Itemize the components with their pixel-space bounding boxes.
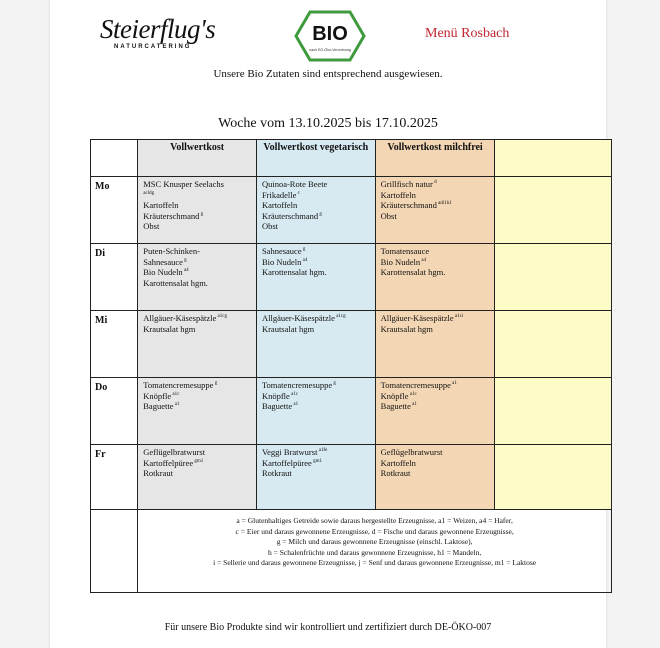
dish-name: Rotkraut — [143, 468, 173, 478]
dish-cell — [375, 244, 495, 311]
dish-line — [262, 246, 375, 257]
dish-line — [262, 267, 375, 278]
bio-hexagon-icon — [294, 10, 366, 62]
allergen-code: g — [199, 211, 204, 217]
dish-line — [143, 391, 256, 402]
dish-line — [262, 468, 375, 479]
bio-seal-subtext: nach EG-Öko-Verordnung — [309, 48, 351, 52]
dish-cell — [256, 445, 375, 510]
dish-line — [143, 190, 256, 201]
dish-cell — [138, 177, 257, 244]
legend-spacer-cell — [91, 510, 138, 593]
dish-line — [262, 211, 375, 222]
dish-name: Obst — [261, 221, 279, 231]
dish-line — [262, 324, 375, 335]
dish-name: Bio Nudeln — [261, 256, 302, 267]
dish-line — [381, 458, 495, 469]
allergen-code: g — [332, 381, 336, 387]
dish-name: Puten-Schinken- — [143, 246, 200, 256]
dish-cell — [138, 378, 257, 445]
dish-name: Krautsalat hgm — [261, 323, 315, 334]
col-header-vollwertkost: Vollwertkost — [138, 140, 257, 177]
dish-line — [381, 179, 495, 190]
dish-line — [143, 211, 256, 222]
dish-name: Rotkraut — [380, 468, 411, 478]
dish-line — [381, 267, 495, 278]
intro-text: Unsere Bio Zutaten sind entsprechend ausgewiesen. — [213, 68, 443, 80]
allergen-code: a1 — [173, 402, 180, 408]
dish-name: Tomatencremesuppe — [380, 380, 451, 390]
legend-line: i = Sellerie und daraus gewonnene Erzeugnisse, j = Senf und daraus gewonnene Erzeugnisse, m1 = Laktose — [213, 558, 537, 567]
dish-name: Kartoffeln — [380, 189, 416, 200]
col-header-vegetarisch-label: Vollwertkost vegetarisch — [263, 142, 369, 153]
dish-name: Quinoa-Rote Beete — [261, 179, 328, 189]
dish-line — [143, 380, 256, 391]
day-row — [91, 311, 612, 378]
dish-cell — [138, 445, 257, 510]
col-header-empty — [495, 140, 612, 177]
dish-line — [381, 211, 495, 222]
dish-cell — [138, 244, 257, 311]
dish-line — [143, 401, 256, 412]
dish-line — [262, 179, 375, 190]
dish-name: Knöpfle — [380, 390, 409, 401]
dish-name: Geflügelbratwurst — [380, 447, 443, 457]
day-row — [91, 445, 612, 510]
dish-line — [381, 246, 495, 257]
caterer-logo — [100, 14, 240, 58]
dish-name: Kartoffelpüree — [143, 457, 194, 468]
dish-name: Rotkraut — [261, 468, 292, 478]
allergen-legend — [138, 510, 612, 593]
empty-cell — [495, 311, 612, 378]
day-label: Di — [91, 244, 138, 311]
dish-line — [143, 246, 256, 257]
dish-line — [143, 221, 256, 232]
dish-line — [262, 257, 375, 268]
dish-name: Kräuterschmand — [143, 210, 200, 221]
allergen-code: a1cg — [334, 314, 346, 320]
dish-name: Knöpfle — [261, 390, 290, 401]
bio-seal-label: BIO — [312, 23, 348, 45]
legend-line: c = Eier und daraus gewonnene Erzeugnisse, d = Fische und daraus gewonnene Erzeugnisse, — [235, 526, 514, 536]
allergen-code: a1 — [450, 381, 457, 387]
dish-name: Veggi Bratwurst — [261, 447, 318, 457]
dish-name: Kartoffeln — [143, 200, 179, 210]
allergen-code: gm1 — [193, 458, 204, 464]
empty-cell — [495, 445, 612, 510]
dish-line — [143, 278, 256, 289]
menu-page — [50, 0, 606, 648]
menu-location: Menü Rosbach — [425, 26, 510, 41]
col-header-milchfrei — [375, 140, 495, 177]
bio-seal — [294, 10, 366, 67]
empty-cell — [495, 244, 612, 311]
dish-line — [143, 257, 256, 268]
allergen-code: a1 — [292, 402, 299, 408]
allergen-code: adi1h1 — [436, 201, 452, 207]
day-label: Mo — [91, 177, 138, 244]
dish-name: Karottensalat hgm. — [380, 267, 446, 277]
allergen-code: a4 — [301, 257, 308, 263]
dish-line — [262, 313, 375, 324]
dish-name: Kräuterschmand — [380, 200, 437, 210]
dish-name: Sahnesauce — [261, 246, 302, 256]
dish-name: Tomatensauce — [380, 246, 430, 256]
dish-name: Knöpfle — [143, 390, 172, 401]
dish-line — [262, 380, 375, 391]
dish-line — [381, 190, 495, 201]
dish-name: Karottensalat hgm. — [261, 267, 327, 277]
dish-name: Allgäuer-Käsespätzle — [380, 313, 454, 323]
legend-line: a = Glutenhaltiges Getreide sowie daraus hergestellte Erzeugnisse, a1 = Weizen, a4 = Hafer, — [236, 516, 513, 525]
dish-line — [143, 313, 256, 324]
allergen-code: acldg — [143, 190, 155, 196]
dish-name: Baguette — [380, 401, 411, 411]
allergen-code: a4 — [182, 268, 189, 274]
allergen-code: c — [296, 190, 300, 196]
allergen-code: a1cg — [216, 314, 227, 320]
dish-line — [262, 458, 375, 469]
dish-name: Kartoffeln — [380, 457, 416, 468]
allergen-code: g — [213, 381, 218, 387]
dish-line — [262, 401, 375, 412]
allergen-code: a1c — [408, 391, 417, 397]
dish-name: Baguette — [143, 401, 174, 411]
logo-subtitle: NATURCATERING — [114, 44, 192, 50]
corner-cell — [91, 140, 138, 177]
allergen-code: g — [182, 257, 187, 263]
dish-line — [143, 447, 256, 458]
dish-line — [262, 190, 375, 201]
allergen-code: a1 — [410, 402, 417, 408]
legend-row — [91, 510, 612, 593]
dish-name: Frikadelle — [261, 189, 297, 200]
allergen-code: a1fe — [317, 448, 328, 454]
dish-name: Kartoffeln — [261, 200, 298, 210]
week-title: Woche vom 13.10.2025 bis 17.10.2025 — [218, 116, 438, 131]
dish-line — [143, 200, 256, 211]
menu-table — [90, 139, 612, 593]
header-row — [91, 140, 612, 177]
dish-name: Kräuterschmand — [261, 210, 319, 221]
dish-line — [381, 391, 495, 402]
dish-name: Allgäuer-Käsespätzle — [261, 313, 335, 323]
dish-name: Tomatencremesuppe — [143, 380, 214, 390]
dish-line — [381, 324, 495, 335]
allergen-code: a1ci — [453, 314, 464, 320]
day-label: Do — [91, 378, 138, 445]
dish-name: Bio Nudeln — [380, 256, 421, 267]
dish-name: Baguette — [261, 401, 293, 411]
dish-cell — [256, 311, 375, 378]
legend-line: g = Milch und daraus gewonnene Erzeugnisse (einschl. Laktose), — [276, 537, 473, 546]
dish-name: Geflügelbratwurst — [143, 447, 206, 457]
dish-name: Obst — [380, 210, 397, 221]
allergen-code: a4 — [420, 257, 427, 263]
logo-script: Steierflug's — [100, 14, 216, 44]
dish-cell — [256, 244, 375, 311]
dish-line — [143, 324, 256, 335]
allergen-code: gm1 — [311, 458, 322, 464]
dish-line — [381, 380, 495, 391]
dish-cell — [375, 311, 495, 378]
col-header-vegetarisch — [256, 140, 375, 177]
dish-line — [381, 313, 495, 324]
certification-footer: Für unsere Bio Produkte sind wir kontrolliert und zertifiziert durch DE-ÖKO-007 — [164, 622, 492, 633]
dish-line — [143, 458, 256, 469]
dish-name: Krautsalat hgm — [143, 323, 196, 334]
dish-name: Tomatencremesuppe — [261, 380, 333, 390]
dish-line — [381, 401, 495, 412]
dish-line — [262, 221, 375, 232]
dish-line — [381, 200, 495, 211]
dish-line — [381, 257, 495, 268]
dish-name: Kartoffelpüree — [261, 457, 312, 468]
dish-name: Bio Nudeln — [143, 267, 183, 277]
dish-name: MSC Knusper Seelachs — [143, 179, 224, 189]
dish-cell — [375, 378, 495, 445]
empty-cell — [495, 177, 612, 244]
allergen-code: a1c — [171, 391, 180, 397]
dish-name: Sahnesauce — [143, 256, 183, 267]
day-label: Fr — [91, 445, 138, 510]
day-row — [91, 378, 612, 445]
dish-line — [262, 200, 375, 211]
dish-line — [143, 468, 256, 479]
dish-line — [381, 468, 495, 479]
dish-name: Allgäuer-Käsespätzle — [143, 313, 217, 323]
col-header-milchfrei-label: Vollwertkost milchfrei — [387, 142, 483, 153]
day-label: Mi — [91, 311, 138, 378]
allergen-code: g — [318, 211, 322, 217]
dish-cell — [375, 445, 495, 510]
dish-line — [143, 179, 256, 190]
dish-cell — [256, 177, 375, 244]
dish-name: Krautsalat hgm — [380, 323, 433, 334]
legend-line: h = Schalenfrüchte und daraus gewonnene Erzeugnisse, h1 = Mandeln, — [268, 547, 482, 557]
dish-cell — [138, 311, 257, 378]
empty-cell — [495, 378, 612, 445]
allergen-code: a1c — [289, 391, 299, 397]
dish-line — [381, 447, 495, 458]
allergen-code: d — [432, 180, 437, 186]
dish-name: Grillfisch natur — [380, 179, 433, 189]
dish-line — [262, 447, 375, 458]
allergen-code: g — [301, 247, 306, 253]
dish-line — [143, 267, 256, 278]
dish-name: Karottensalat hgm. — [143, 277, 208, 288]
dish-cell — [256, 378, 375, 445]
dish-name: Obst — [143, 221, 160, 231]
dish-cell — [375, 177, 495, 244]
day-row — [91, 177, 612, 244]
dish-line — [262, 391, 375, 402]
day-row — [91, 244, 612, 311]
